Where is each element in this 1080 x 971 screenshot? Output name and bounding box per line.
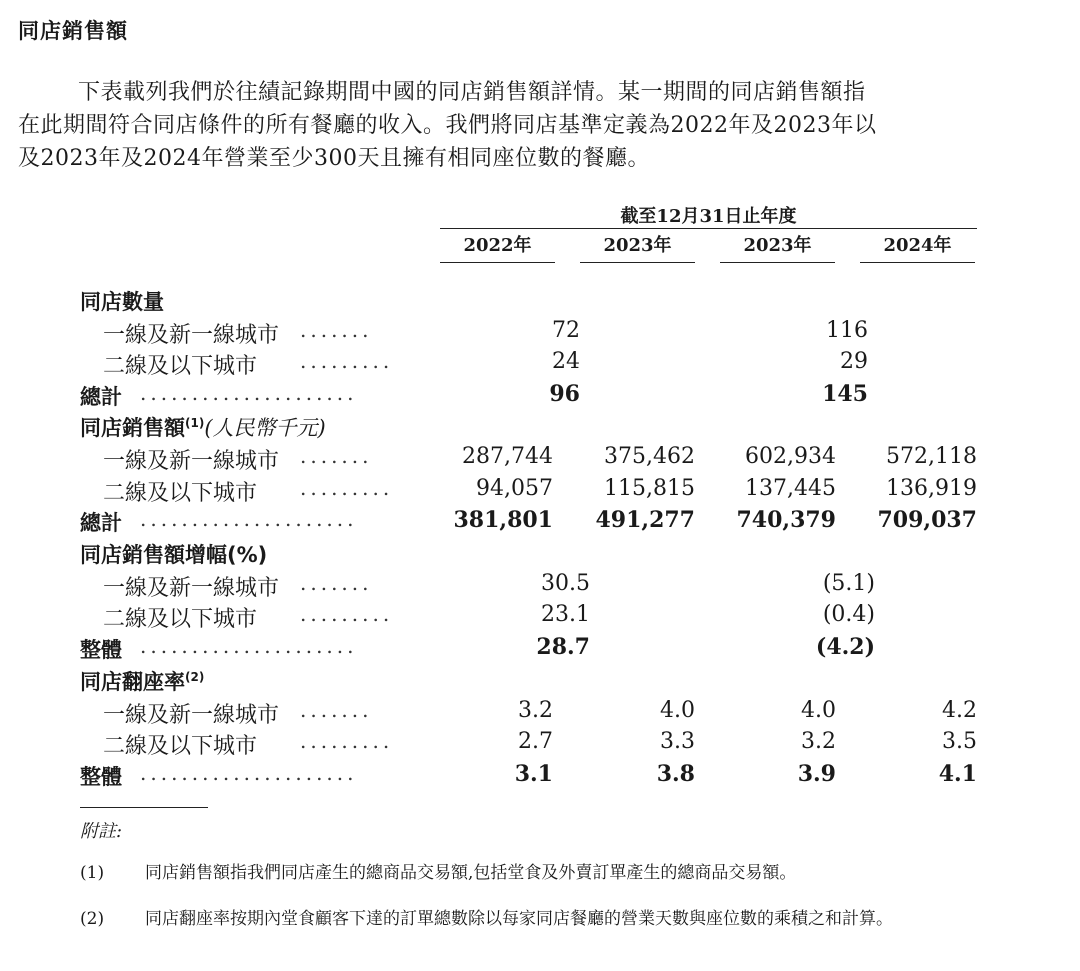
cell-value: 4.1 xyxy=(938,761,977,787)
leader-dots: ..................... xyxy=(140,381,358,405)
row-label: 一線及新一線城市 xyxy=(103,323,280,348)
cell-value: 136,919 xyxy=(886,476,977,501)
table-row xyxy=(0,444,1080,476)
cell-value: 3.8 xyxy=(656,761,695,787)
cell-value: 116 xyxy=(826,318,868,343)
leader-dots: ......... xyxy=(300,349,394,373)
row-label: 二線及以下城市 xyxy=(103,734,258,759)
column-header-3: 2023年 xyxy=(720,231,835,263)
cell-value: 3.1 xyxy=(514,761,553,787)
section-title: 同店翻座率$^{(2)}$ xyxy=(80,670,205,694)
leader-dots: ......... xyxy=(300,476,394,500)
section-heading: 同店銷售額 xyxy=(18,19,128,43)
row-label: 整體 xyxy=(80,765,122,789)
row-label: 總計 xyxy=(80,511,122,535)
section-title: 同店數量 xyxy=(80,290,164,314)
cell-value: 23.1 xyxy=(541,602,590,627)
cell-value: (4.2) xyxy=(815,634,875,660)
cell-value: 30.5 xyxy=(541,571,590,596)
footnote-number: (1) xyxy=(80,863,105,883)
row-label: 二線及以下城市 xyxy=(103,607,258,632)
cell-value: 24 xyxy=(552,349,580,374)
row-label: 二線及以下城市 xyxy=(103,481,258,506)
section-row-turnover xyxy=(0,666,1080,698)
cell-value: 709,037 xyxy=(877,507,977,533)
cell-value: 4.2 xyxy=(942,698,977,723)
row-label: 整體 xyxy=(80,638,122,662)
cell-value: 29 xyxy=(840,349,868,374)
intro-line: 在此期間符合同店條件的所有餐廳的收入。我們將同店基準定義為2022年及2023年以 xyxy=(18,113,877,138)
leader-dots: ....... xyxy=(300,444,373,468)
leader-dots: ....... xyxy=(300,698,373,722)
cell-value: 72 xyxy=(552,318,580,343)
cell-value: (5.1) xyxy=(822,571,875,596)
cell-value: 137,445 xyxy=(745,476,836,501)
leader-dots: ..................... xyxy=(140,634,358,658)
cell-value: 96 xyxy=(549,381,580,407)
cell-value: 2.7 xyxy=(518,729,553,754)
cell-value: 381,801 xyxy=(453,507,553,533)
total-row xyxy=(0,761,1080,793)
cell-value: 740,379 xyxy=(736,507,836,533)
footnote-text: 同店銷售額指我們同店產生的總商品交易額,包括堂食及外賣訂單產生的總商品交易額。 xyxy=(145,863,797,883)
cell-value: 3.3 xyxy=(660,729,695,754)
footnote-text: 同店翻座率按期內堂食顧客下達的訂單總數除以每家同店餐廳的營業天數與座位數的乘積之和計算。 xyxy=(145,909,893,929)
cell-value: (0.4) xyxy=(822,602,875,627)
leader-dots: ..................... xyxy=(140,761,358,785)
cell-value: 572,118 xyxy=(886,444,977,469)
total-row xyxy=(0,381,1080,413)
row-label: 總計 xyxy=(80,385,122,409)
intro-line: 及2023年及2024年營業至少300天且擁有相同座位數的餐廳。 xyxy=(18,146,650,171)
column-header-1: 2022年 xyxy=(440,231,555,263)
column-header-2: 2023年 xyxy=(580,231,695,263)
cell-value: 3.2 xyxy=(801,729,836,754)
section-title: 同店銷售額$^{(1)}$(人民幣千元) xyxy=(80,416,326,440)
row-label: 二線及以下城市 xyxy=(103,354,258,379)
cell-value: 602,934 xyxy=(745,444,836,469)
row-label: 一線及新一線城市 xyxy=(103,576,280,601)
cell-value: 94,057 xyxy=(476,476,553,501)
cell-value: 3.5 xyxy=(942,729,977,754)
period-rule xyxy=(440,228,977,229)
table-row xyxy=(0,571,1080,603)
cell-value: 115,815 xyxy=(604,476,695,501)
leader-dots: ..................... xyxy=(140,507,358,531)
section-row-counts xyxy=(0,286,1080,318)
total-row xyxy=(0,507,1080,539)
column-header-4: 2024年 xyxy=(860,231,975,263)
leader-dots: ......... xyxy=(300,602,394,626)
cell-value: 145 xyxy=(822,381,868,407)
footnote-number: (2) xyxy=(80,909,105,929)
leader-dots: ....... xyxy=(300,318,373,342)
leader-dots: ....... xyxy=(300,571,373,595)
row-label: 一線及新一線城市 xyxy=(103,703,280,728)
cell-value: 3.9 xyxy=(797,761,836,787)
period-header: 截至12月31日止年度 xyxy=(620,206,797,227)
cell-value: 375,462 xyxy=(604,444,695,469)
leader-dots: ......... xyxy=(300,729,394,753)
cell-value: 287,744 xyxy=(462,444,553,469)
row-label: 一線及新一線城市 xyxy=(103,449,280,474)
intro-paragraph xyxy=(18,76,983,175)
table-row xyxy=(0,349,1080,381)
table-row xyxy=(0,602,1080,634)
cell-value: 4.0 xyxy=(660,698,695,723)
cell-value: 491,277 xyxy=(595,507,695,533)
table-row xyxy=(0,698,1080,730)
cell-value: 28.7 xyxy=(536,634,590,660)
section-row-sales xyxy=(0,412,1080,444)
section-row-growth xyxy=(0,539,1080,571)
cell-value: 3.2 xyxy=(518,698,553,723)
intro-line: 下表載列我們於往績記錄期間中國的同店銷售額詳情。某一期間的同店銷售額指 xyxy=(78,80,866,105)
cell-value: 4.0 xyxy=(801,698,836,723)
notes-title: 附註: xyxy=(80,821,123,842)
table-row xyxy=(0,729,1080,761)
section-title: 同店銷售額增幅(%) xyxy=(80,543,268,567)
notes-divider xyxy=(80,807,208,808)
total-row xyxy=(0,634,1080,666)
table-row xyxy=(0,476,1080,508)
table-row xyxy=(0,318,1080,350)
